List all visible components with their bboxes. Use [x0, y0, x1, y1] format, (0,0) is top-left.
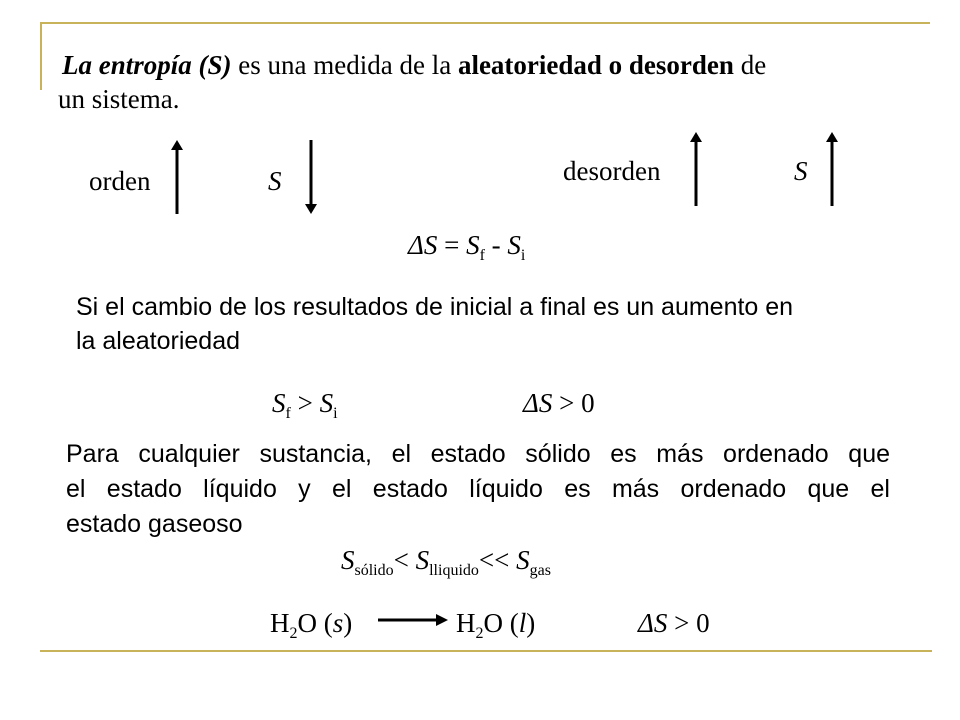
- gt-zero: > 0: [552, 388, 595, 418]
- reactant-close: ): [343, 608, 353, 638]
- change-line-2: la aleatoriedad: [76, 327, 241, 355]
- sub-gas: gas: [529, 562, 551, 579]
- disorder-entropy-symbol: S: [794, 156, 808, 186]
- s-final: S: [466, 230, 480, 260]
- delta-s-2: ΔS: [523, 388, 553, 418]
- reactant-o: O (: [297, 608, 333, 638]
- sf-gt-si: [272, 386, 338, 420]
- equals-sign: =: [437, 230, 467, 260]
- reaction-delta-s: [638, 606, 710, 640]
- intro-line-1: [62, 48, 898, 82]
- intro-middle: es una medida de la: [231, 50, 458, 80]
- delta-s-gt-zero: [523, 386, 595, 420]
- product-o: O (: [483, 608, 519, 638]
- delta-s-equation: [408, 228, 525, 262]
- sub-f: f: [479, 247, 485, 264]
- reactant-sub-2: 2: [289, 625, 298, 642]
- reactant-h: H: [270, 608, 290, 638]
- states-line-2: el estado líquido y el estado líquido es más ordenado que el: [66, 475, 890, 503]
- intro-paragraph: [58, 48, 898, 116]
- states-inequality: [341, 543, 551, 577]
- product-close: ): [526, 608, 536, 638]
- s-solid: S: [341, 545, 355, 575]
- intro-emphasis: aleatoriedad o desorden: [457, 50, 734, 80]
- entropy-term: La entropía (S): [62, 50, 232, 80]
- sub-i-2: i: [333, 405, 338, 422]
- gt-zero-3: > 0: [667, 608, 710, 638]
- order-up-arrow-icon: [170, 140, 184, 214]
- change-line-1: Si el cambio de los resultados de inicial a final es un aumento en: [76, 293, 794, 321]
- frame-left-rule: [40, 22, 42, 90]
- much-lt-sign: <<: [478, 545, 517, 575]
- minus-sign: -: [484, 230, 508, 260]
- states-line-1: Para cualquier sustancia, el estado sólido es más ordenado que: [66, 440, 890, 468]
- product-sub-2: 2: [475, 625, 484, 642]
- reaction-reactant: [270, 606, 352, 640]
- sub-i: i: [520, 247, 526, 264]
- states-paragraph: [66, 437, 890, 542]
- frame-top-rule: [40, 22, 930, 24]
- disorder-s-up-arrow-icon: [825, 132, 839, 206]
- change-paragraph: [76, 290, 916, 358]
- sub-liquid: lliquido: [429, 562, 479, 579]
- intro-line-2: un sistema.: [58, 84, 180, 114]
- s-initial: S: [507, 230, 521, 260]
- sub-f-2: f: [285, 405, 291, 422]
- reactant-state: s: [332, 608, 344, 638]
- s-final-2: S: [272, 388, 286, 418]
- sub-solid: sólido: [354, 562, 394, 579]
- disorder-label: desorden: [563, 156, 661, 186]
- delta-s: ΔS: [408, 230, 438, 260]
- order-s-down-arrow-icon: [304, 140, 318, 214]
- s-liquid: S: [415, 545, 430, 575]
- disorder-up-arrow-icon: [689, 132, 703, 206]
- intro-end: de: [733, 50, 767, 80]
- order-entropy-symbol: S: [268, 166, 282, 196]
- s-initial-2: S: [319, 388, 334, 418]
- lt-sign: <: [393, 545, 416, 575]
- delta-s-3: ΔS: [638, 608, 668, 638]
- order-label: orden: [89, 166, 151, 196]
- product-state: l: [518, 608, 527, 638]
- states-line-3: estado gaseoso: [66, 510, 243, 538]
- frame-bottom-rule: [40, 650, 932, 652]
- s-gas: S: [516, 545, 530, 575]
- reaction-product: [456, 606, 535, 640]
- reaction-arrow-icon: [378, 613, 448, 627]
- gt-sign: >: [290, 388, 320, 418]
- product-h: H: [456, 608, 476, 638]
